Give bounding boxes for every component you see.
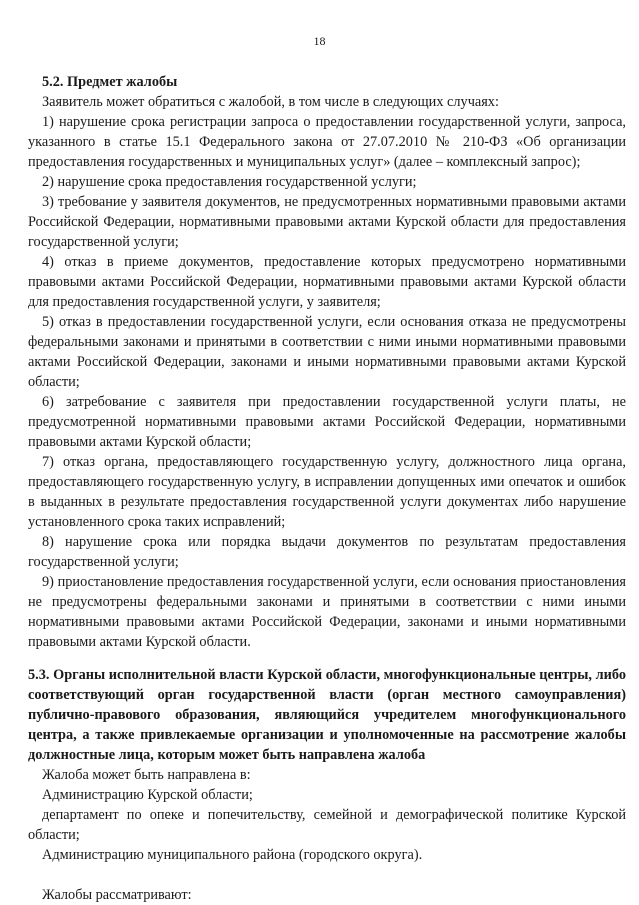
- paragraph: департамент по опеке и попечительству, семейной и демографической политике Курской области;: [28, 807, 626, 843]
- paragraph: 4) отказ в приеме документов, предоставление которых предусмотрено нормативными правовыми актами Российской Федерации, нормативными правовыми актами Курской области для предоставления государственной услуги, у заявителя;: [28, 254, 626, 310]
- paragraph: 3) требование у заявителя документов, не предусмотренных нормативными правовыми актами Российской Федерации, нормативными правовыми актами Курской области для предоставления государственной услуги;: [28, 194, 626, 250]
- paragraph: Заявитель может обратиться с жалобой, в том числе в следующих случаях:: [42, 94, 499, 110]
- section-5-2-heading: 5.2. Предмет жалобы: [42, 74, 178, 90]
- paragraph: Жалоба может быть направлена в:: [42, 767, 251, 783]
- document-body: [28, 72, 626, 905]
- paragraph: Администрацию муниципального района (городского округа).: [42, 847, 423, 863]
- paragraph: 9) приостановление предоставления государственной услуги, если основания приостановления не предусмотрены федеральными законами и принятыми в соответствии с ними иными нормативными правовыми актами Российской Федерации, законами и иными нормативными правовыми актами Курской области.: [28, 574, 626, 650]
- spacer: [28, 865, 626, 885]
- paragraph: 5) отказ в предоставлении государственной услуги, если основания отказа не предусмотрены федеральными законами и принятыми в соответствии с ними иными нормативными правовыми актами Российской Федерации, законами и иными нормативными правовыми актами Курской области;: [28, 314, 626, 390]
- paragraph: 6) затребование с заявителя при предоставлении государственной услуги платы, не предусмотренной нормативными правовыми актами Российской Федерации, нормативными правовыми актами Курской области;: [28, 394, 626, 450]
- paragraph: Администрацию Курской области;: [42, 787, 253, 803]
- paragraph: 7) отказ органа, предоставляющего государственную услугу, должностного лица органа, предоставляющего государственную услугу, в исправлении допущенных ими опечаток и ошибок в выданных в результате предоставления государственной услуги документах либо нарушение установленного срока таких исправлений;: [28, 454, 626, 530]
- page-number: 18: [313, 34, 326, 48]
- paragraph: Жалобы рассматривают:: [42, 887, 192, 903]
- paragraph: 1) нарушение срока регистрации запроса о предоставлении государственной услуги, запроса, указанного в статье 15.1 Федерального закона от 27.07.2010 № 210-ФЗ «Об организации предоставления государственных и муниципальных услуг» (далее – комплексный запрос);: [28, 114, 626, 170]
- section-5-3-heading: 5.3. Органы исполнительной власти Курской области, многофункциональные центры, либо соответствующий орган государственной власти (орган местного самоуправления) публично-правового образования, являющийся учредителем многофункционального центра, а также привлекаемые организации и уполномоченные на рассмотрение жалобы должностные лица, которым может быть направлена жалоба: [28, 667, 626, 763]
- paragraph: 2) нарушение срока предоставления государственной услуги;: [42, 174, 417, 190]
- paragraph: 8) нарушение срока или порядка выдачи документов по результатам предоставления государственной услуги;: [28, 534, 626, 570]
